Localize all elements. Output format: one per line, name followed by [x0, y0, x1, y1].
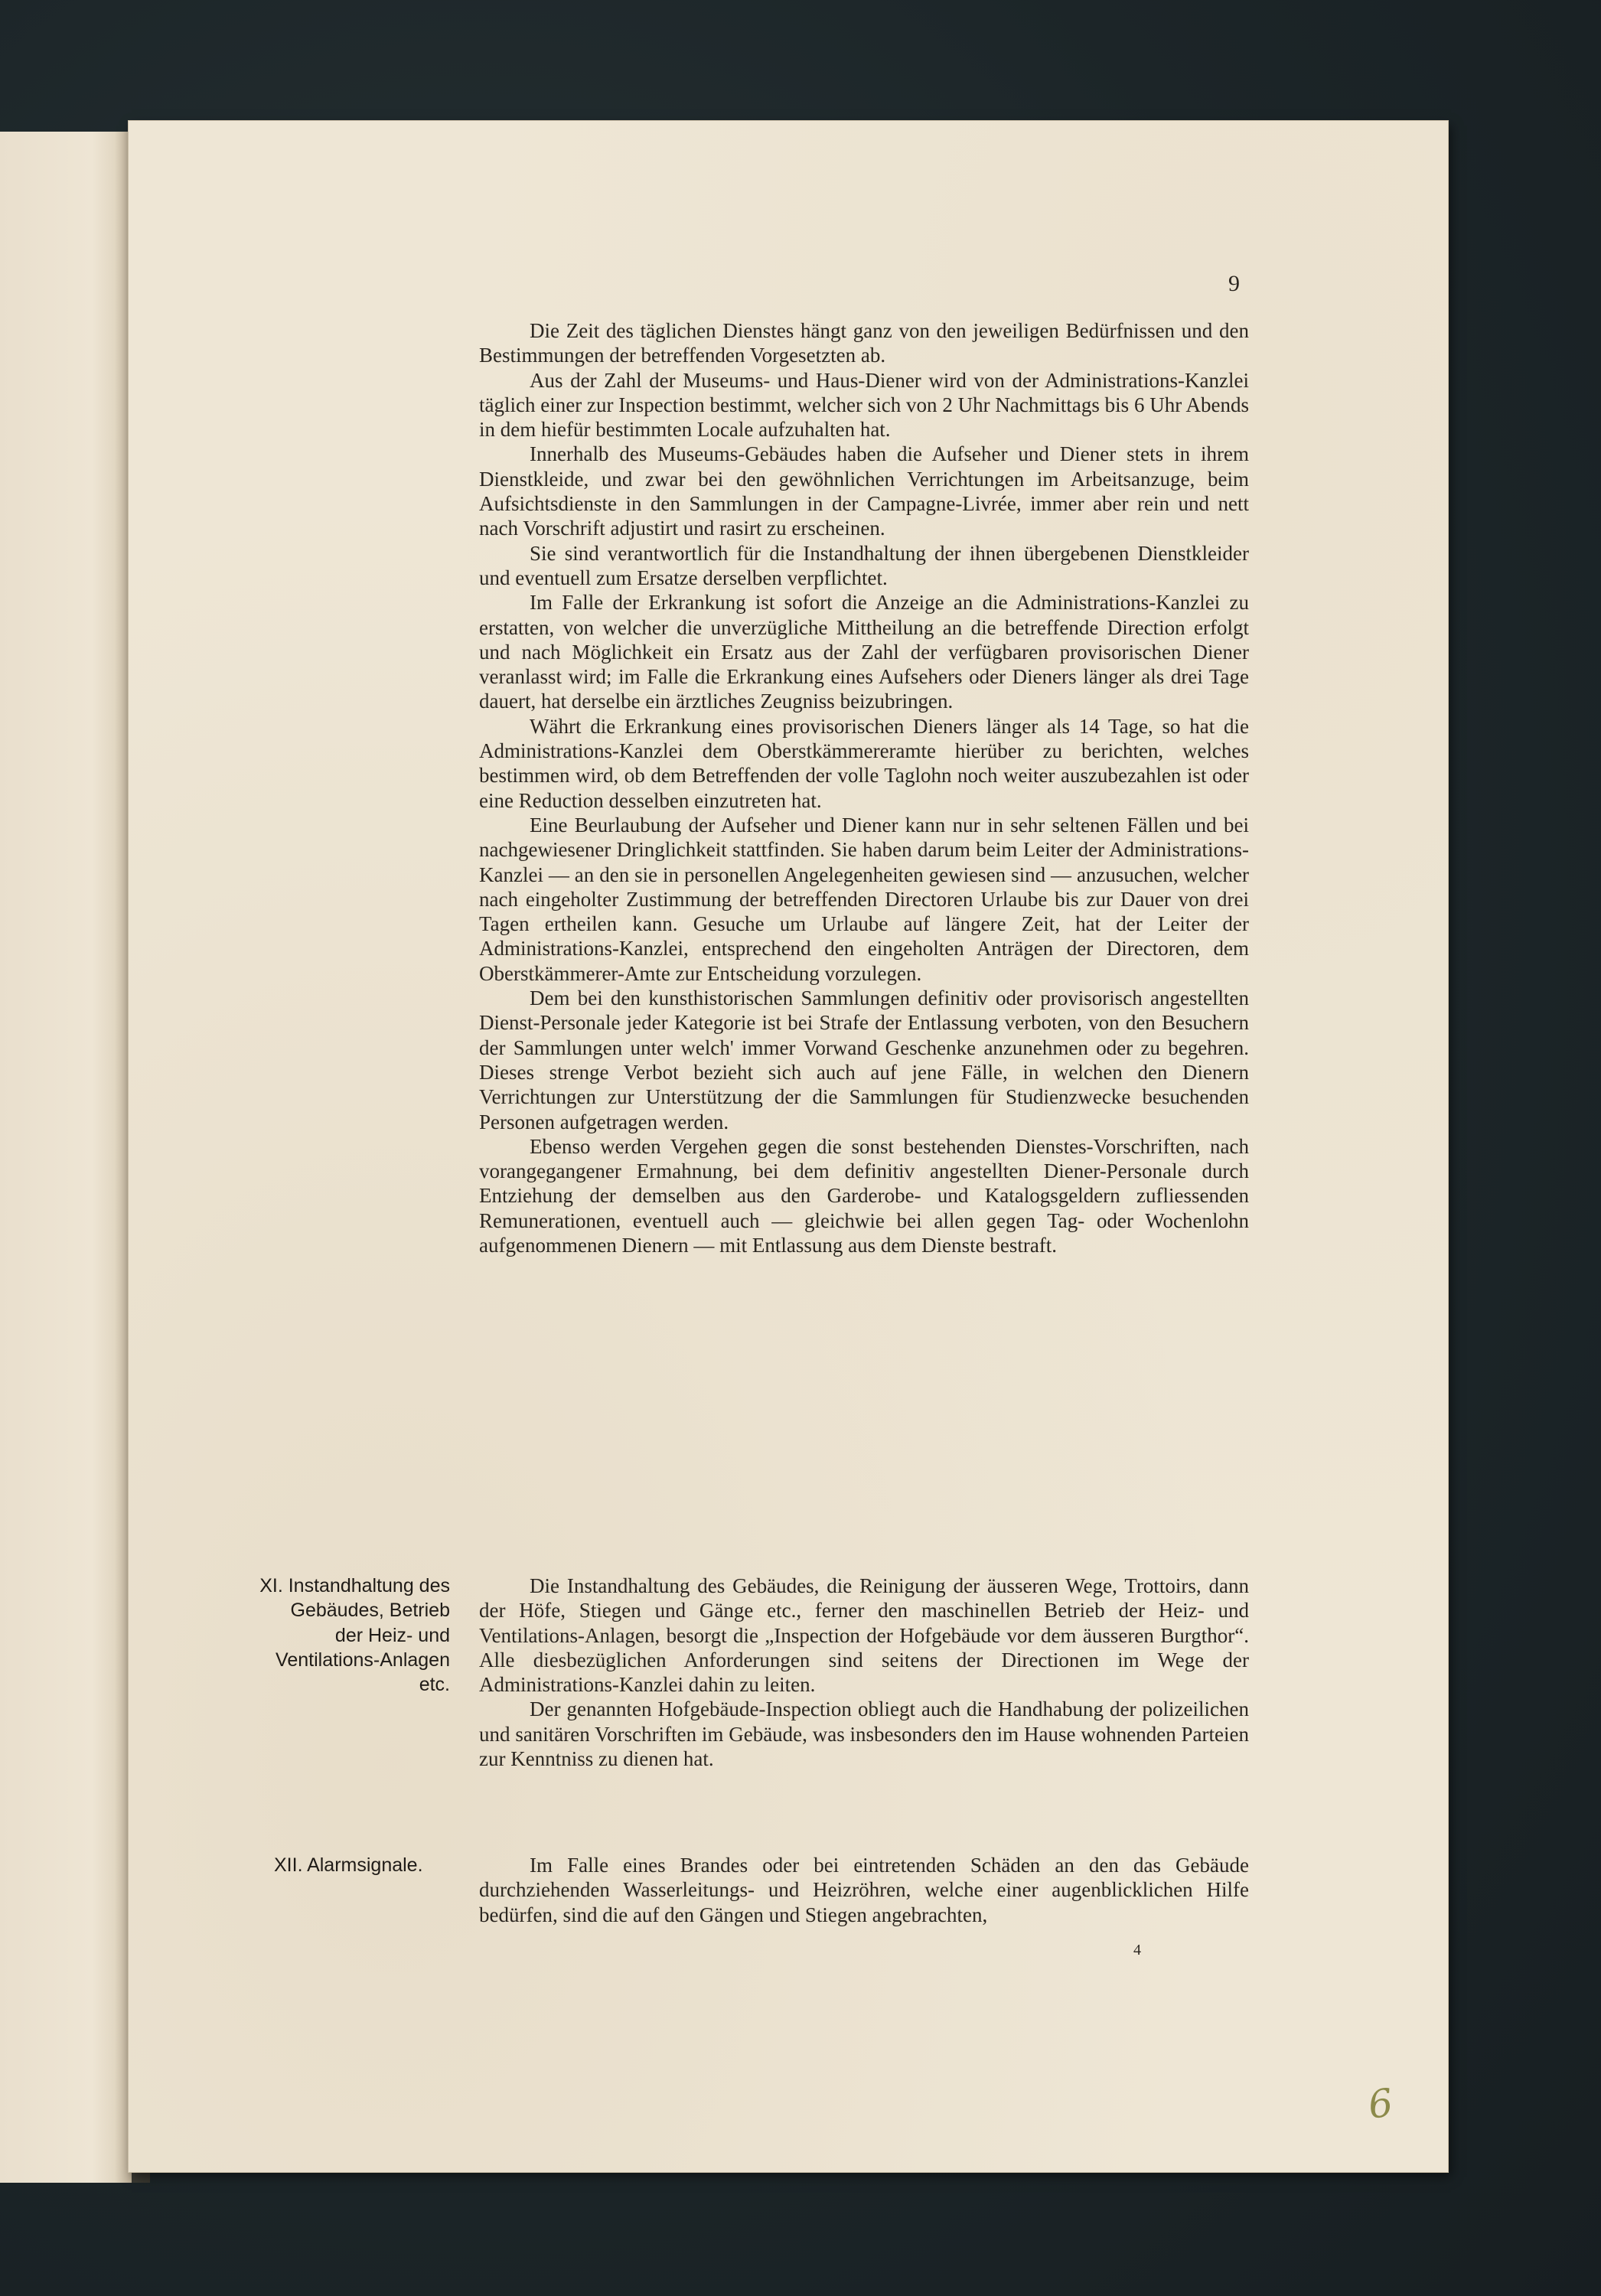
section-xi-side-title: XI. Instandhaltung des Gebäudes, Betrieb der Heiz- und Ventilations-Anlagen etc. — [259, 1575, 450, 1696]
paragraph: Die Instandhaltung des Gebäudes, die Reinigung der äusseren Wege, Trottoirs, dann der Höfe, Stiegen und Gänge etc., ferner den maschinellen Betrieb der Heiz- und Ventilations-Anlagen, besorgt die „Inspection der Hofgebäude vor dem äusseren Burgthor“. Alle diesbezüglichen Anforderungen sind seitens der Directionen im Wege der Administrations-Kanzlei dahin zu leiten. — [479, 1574, 1249, 1697]
section-xii-text — [479, 1853, 1249, 1927]
paragraph: Aus der Zahl der Museums- und Haus-Diener wird von der Administrations-Kanzlei täglich einer zur Inspection bestimmt, welcher sich von 2 Uhr Nachmittags bis 6 Uhr Abends in dem hiefür bestimmten Locale aufzuhalten hat. — [479, 368, 1249, 442]
paragraph: Die Zeit des täglichen Dienstes hängt ganz von den jeweiligen Bedürfnissen und den Bestimmungen der betreffenden Vorgesetzten ab. — [479, 319, 1249, 367]
paragraph: Ebenso werden Vergehen gegen die sonst bestehenden Dienstes-Vorschriften, nach vorangegangener Ermahnung, bei dem definitiv angestellten Diener-Personale durch Entziehung der demselben aus den Garderobe- und Katalogsgeldern zufliessenden Remunerationen, eventuell auch — gleichwie bei allen gegen Tag- oder Wochenlohn aufgenommenen Dienern — mit Entlassung aus dem Dienste bestraft. — [479, 1134, 1249, 1257]
paragraph: Innerhalb des Museums-Gebäudes haben die Aufseher und Diener stets in ihrem Dienstkleide, und zwar bei den gewöhnlichen Verrichtungen im Arbeitsanzuge, beim Aufsichtsdienste in den Sammlungen in der Campagne-Livrée, immer aber rein und nett nach Vorschrift adjustirt und rasirt zu erscheinen. — [479, 442, 1249, 540]
page-number: 9 — [1228, 271, 1240, 296]
paragraph: Im Falle eines Brandes oder bei eintretenden Schäden an den das Gebäude durchziehenden Wasserleitungs- und Heizröhren, welche einer augenblicklichen Hilfe bedürfen, sind die auf den Gängen und Stiegen angebrachten, — [479, 1854, 1249, 1926]
paragraph: Der genannten Hofgebäude-Inspection obliegt auch die Handhabung der polizeilichen und sanitären Vorschriften im Gebäude, was insbesonders den im Hause wohnenden Parteien zur Kenntniss zu dienen hat. — [479, 1698, 1249, 1771]
section-xii-side-title: XII. Alarmsignale. — [274, 1854, 423, 1876]
main-text-column — [479, 318, 1249, 1257]
printer-signature-mark: 4 — [1133, 1942, 1141, 1958]
paragraph: Sie sind verantwortlich für die Instandhaltung der ihnen übergebenen Dienstkleider und eventuell zum Ersatze derselben verpflichtet. — [479, 541, 1249, 589]
paragraph: Eine Beurlaubung der Aufseher und Diener kann nur in sehr seltenen Fällen und bei nachgewiesener Dringlichkeit stattfinden. Sie haben darum beim Leiter der Administrations-Kanzlei — an den sie in personellen Angelegenheiten gewiesen sind — anzusuchen, welcher nach eingeholter Zustimmung der betreffenden Directoren Urlaube bis zur Dauer von drei Tagen ertheilen kann. Gesuche um Urlaube auf längere Zeit, hat der Leiter der Administrations-Kanzlei, entsprechend den eingeholten Anträgen der Directoren, dem Oberstkämmerer-Amte zur Entscheidung vorzulegen. — [479, 813, 1249, 985]
paragraph: Im Falle der Erkrankung ist sofort die Anzeige an die Administrations-Kanzlei zu erstatten, von welcher die unverzügliche Mittheilung an die betreffende Direction erfolgt und nach Möglichkeit ein Ersatz aus der Zahl der verfügbaren provisorischen Diener veranlasst wird; im Falle die Erkrankung eines Aufsehers oder Dieners länger als drei Tage dauert, hat derselbe ein ärztliches Zeugniss beizubringen. — [479, 591, 1249, 713]
section-xi-text — [479, 1574, 1249, 1771]
previous-page-edge — [0, 132, 132, 2183]
paragraph: Dem bei den kunsthistorischen Sammlungen definitiv oder provisorisch angestellten Dienst-Personale jeder Kategorie ist bei Strafe der Entlassung verboten, von den Besuchern der Sammlungen unter welch' immer Vorwand Geschenke anzunehmen oder zu begehren. Dieses strenge Verbot bezieht sich auch auf jene Fälle, in welchen den Dienern Verrichtungen zur Unterstützung der die Sammlungen für Studienzwecke besuchenden Personen aufgetragen werden. — [479, 987, 1249, 1133]
handwritten-folio-number: 6 — [1365, 2080, 1396, 2128]
paragraph: Währt die Erkrankung eines provisorischen Dieners länger als 14 Tage, so hat die Administrations-Kanzlei dem Oberstkämmereramte hierüber zu berichten, welches bestimmen wird, ob dem Betreffenden der volle Taglohn noch weiter auszubezahlen ist oder eine Reduction desselben einzutreten hat. — [479, 714, 1249, 812]
